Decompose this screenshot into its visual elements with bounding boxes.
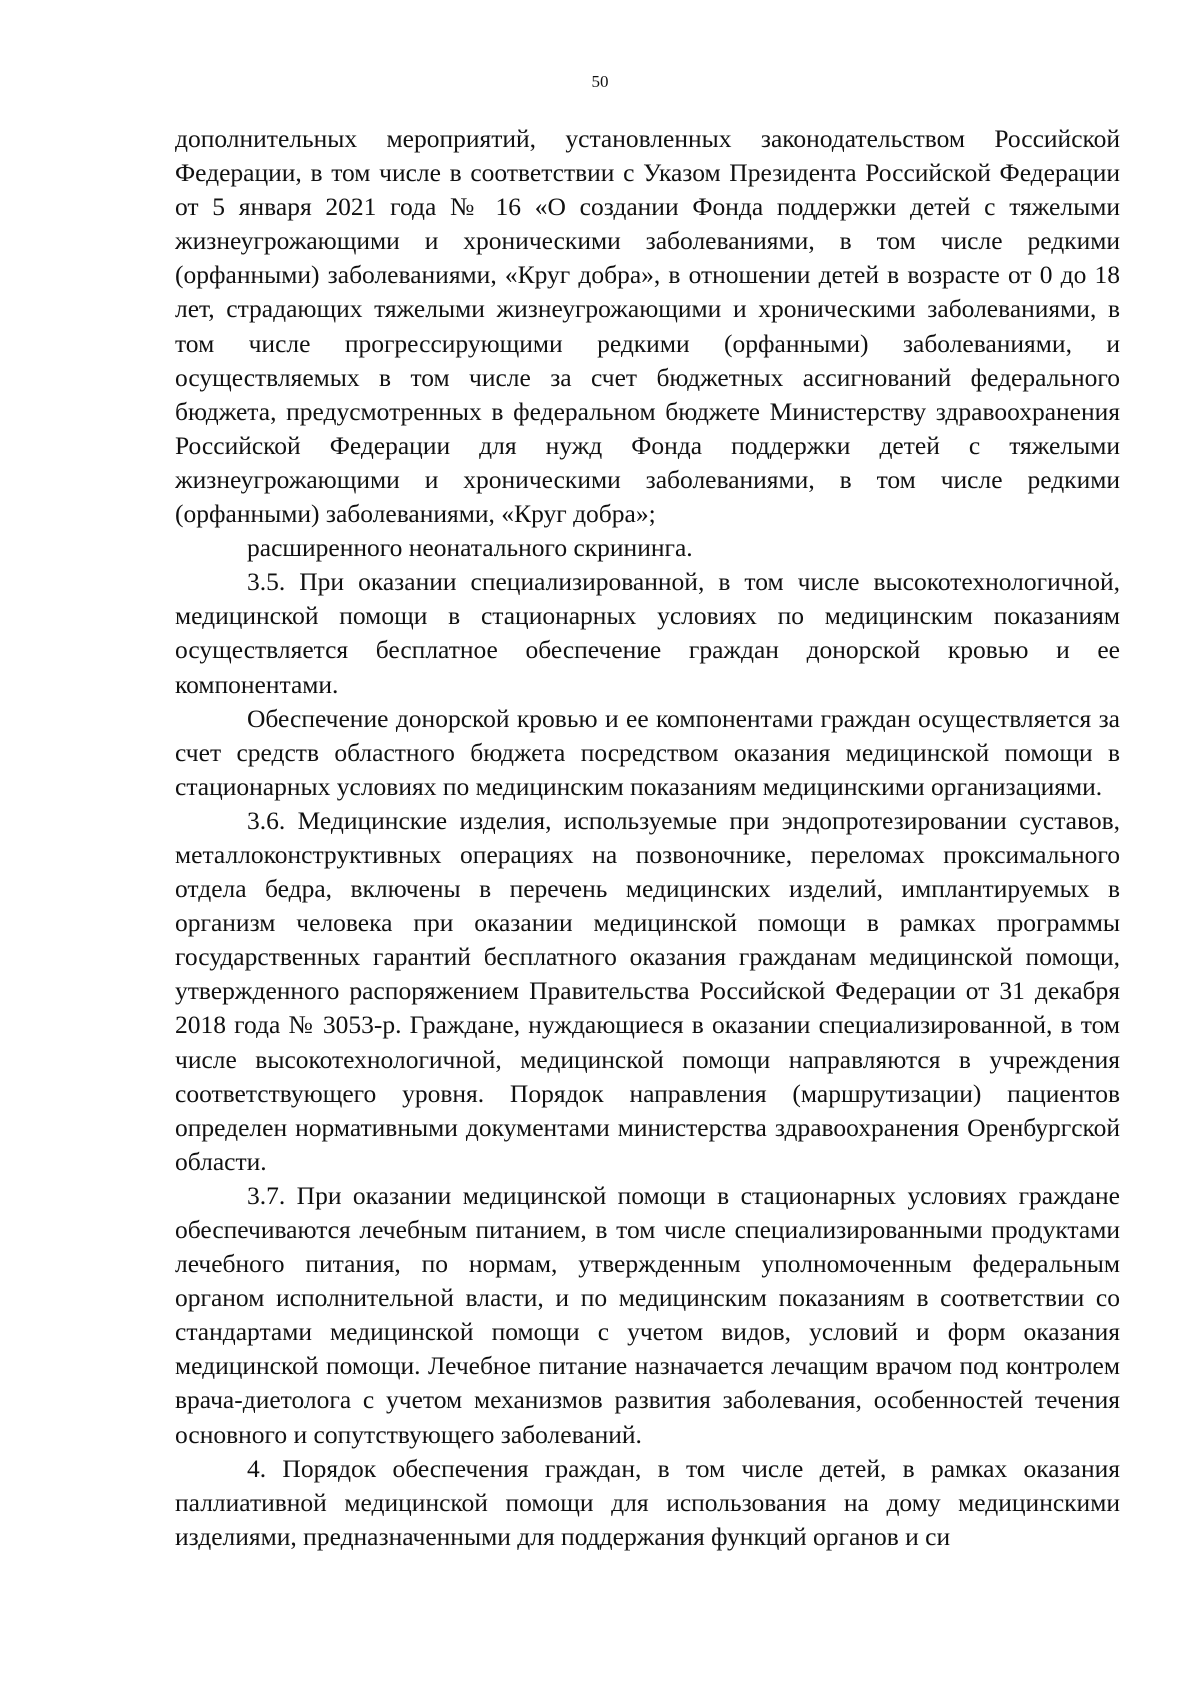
paragraph-3-6: 3.6. Медицинские изделия, используемые при эндопротезировании суставов, металлоконструктивных операциях на позвоночнике, переломах проксимального отдела бедра, включены в перечень медицинских изделий, имплантируемых в организм человека при оказании медицинской помощи в рамках программы государственных гарантий бесплатного оказания гражданам медицинской помощи, утвержденного распоряжением Правительства Российской Федерации от 31 декабря 2018 года № 3053-р. Граждане, нуждающиеся в оказании специализированной, в том числе высокотехнологичной, медицинской помощи направляются в учреждения соответствующего уровня. Порядок направления (маршрутизации) пациентов определен нормативными документами министерства здравоохранения Оренбургской области.	[175, 805, 1120, 1176]
paragraph-3-7: 3.7. При оказании медицинской помощи в стационарных условиях граждане обеспечиваются лечебным питанием, в том числе специализированными продуктами лечебного питания, по нормам, утвержденным уполномоченным федеральным органом исполнительной власти, и по медицинским показаниям в соответствии со стандартами медицинской помощи с учетом видов, условий и форм оказания медицинской помощи. Лечебное питание назначается лечащим врачом под контролем врача-диетолога с учетом механизмов развития заболевания, особенностей течения основного и сопутствующего заболеваний.	[175, 1180, 1120, 1449]
page-number: 50	[591, 72, 609, 91]
paragraph-neonatal-screening: расширенного неонатального скрининга.	[247, 533, 693, 563]
paragraph-continuation: дополнительных мероприятий, установленных законодательством Российской Федерации, в том числе в соответствии с Указом Президента Российской Федерации от 5 января 2021 года № 16 «О создании Фонда поддержки детей с тяжелыми жизнеугрожающими и хроническими заболеваниями, в том числе редкими (орфанными) заболеваниями, «Круг добра», в отношении детей в возрасте от 0 до 18 лет, страдающих тяжелыми жизнеугрожающими и хроническими заболеваниями, в том числе прогрессирующими редкими (орфанными) заболеваниями, и осуществляемых в том числе за счет бюджетных ассигнований федерального бюджета, предусмотренных в федеральном бюджете Министерству здравоохранения Российской Федерации для нужд Фонда поддержки детей с тяжелыми жизнеугрожающими и хроническими заболеваниями, в том числе редкими (орфанными) заболеваниями, «Круг добра»;	[175, 124, 1120, 529]
paragraph-3-5: 3.5. При оказании специализированной, в том числе высокотехнологичной, медицинской помощи в стационарных условиях по медицинским показаниям осуществляется бесплатное обеспечение граждан донорской кровью и ее компонентами.	[175, 567, 1120, 699]
paragraph-4: 4. Порядок обеспечения граждан, в том числе детей, в рамках оказания паллиативной медицинской помощи для использования на дому медицинскими изделиями, предназначенными для поддержания функций органов и си	[175, 1453, 1120, 1551]
document-body	[175, 122, 1120, 1554]
paragraph-donor-blood: Обеспечение донорской кровью и ее компонентами граждан осуществляется за счет средств областного бюджета посредством оказания медицинской помощи в стационарных условиях по медицинским показаниям медицинскими организациями.	[175, 703, 1120, 801]
